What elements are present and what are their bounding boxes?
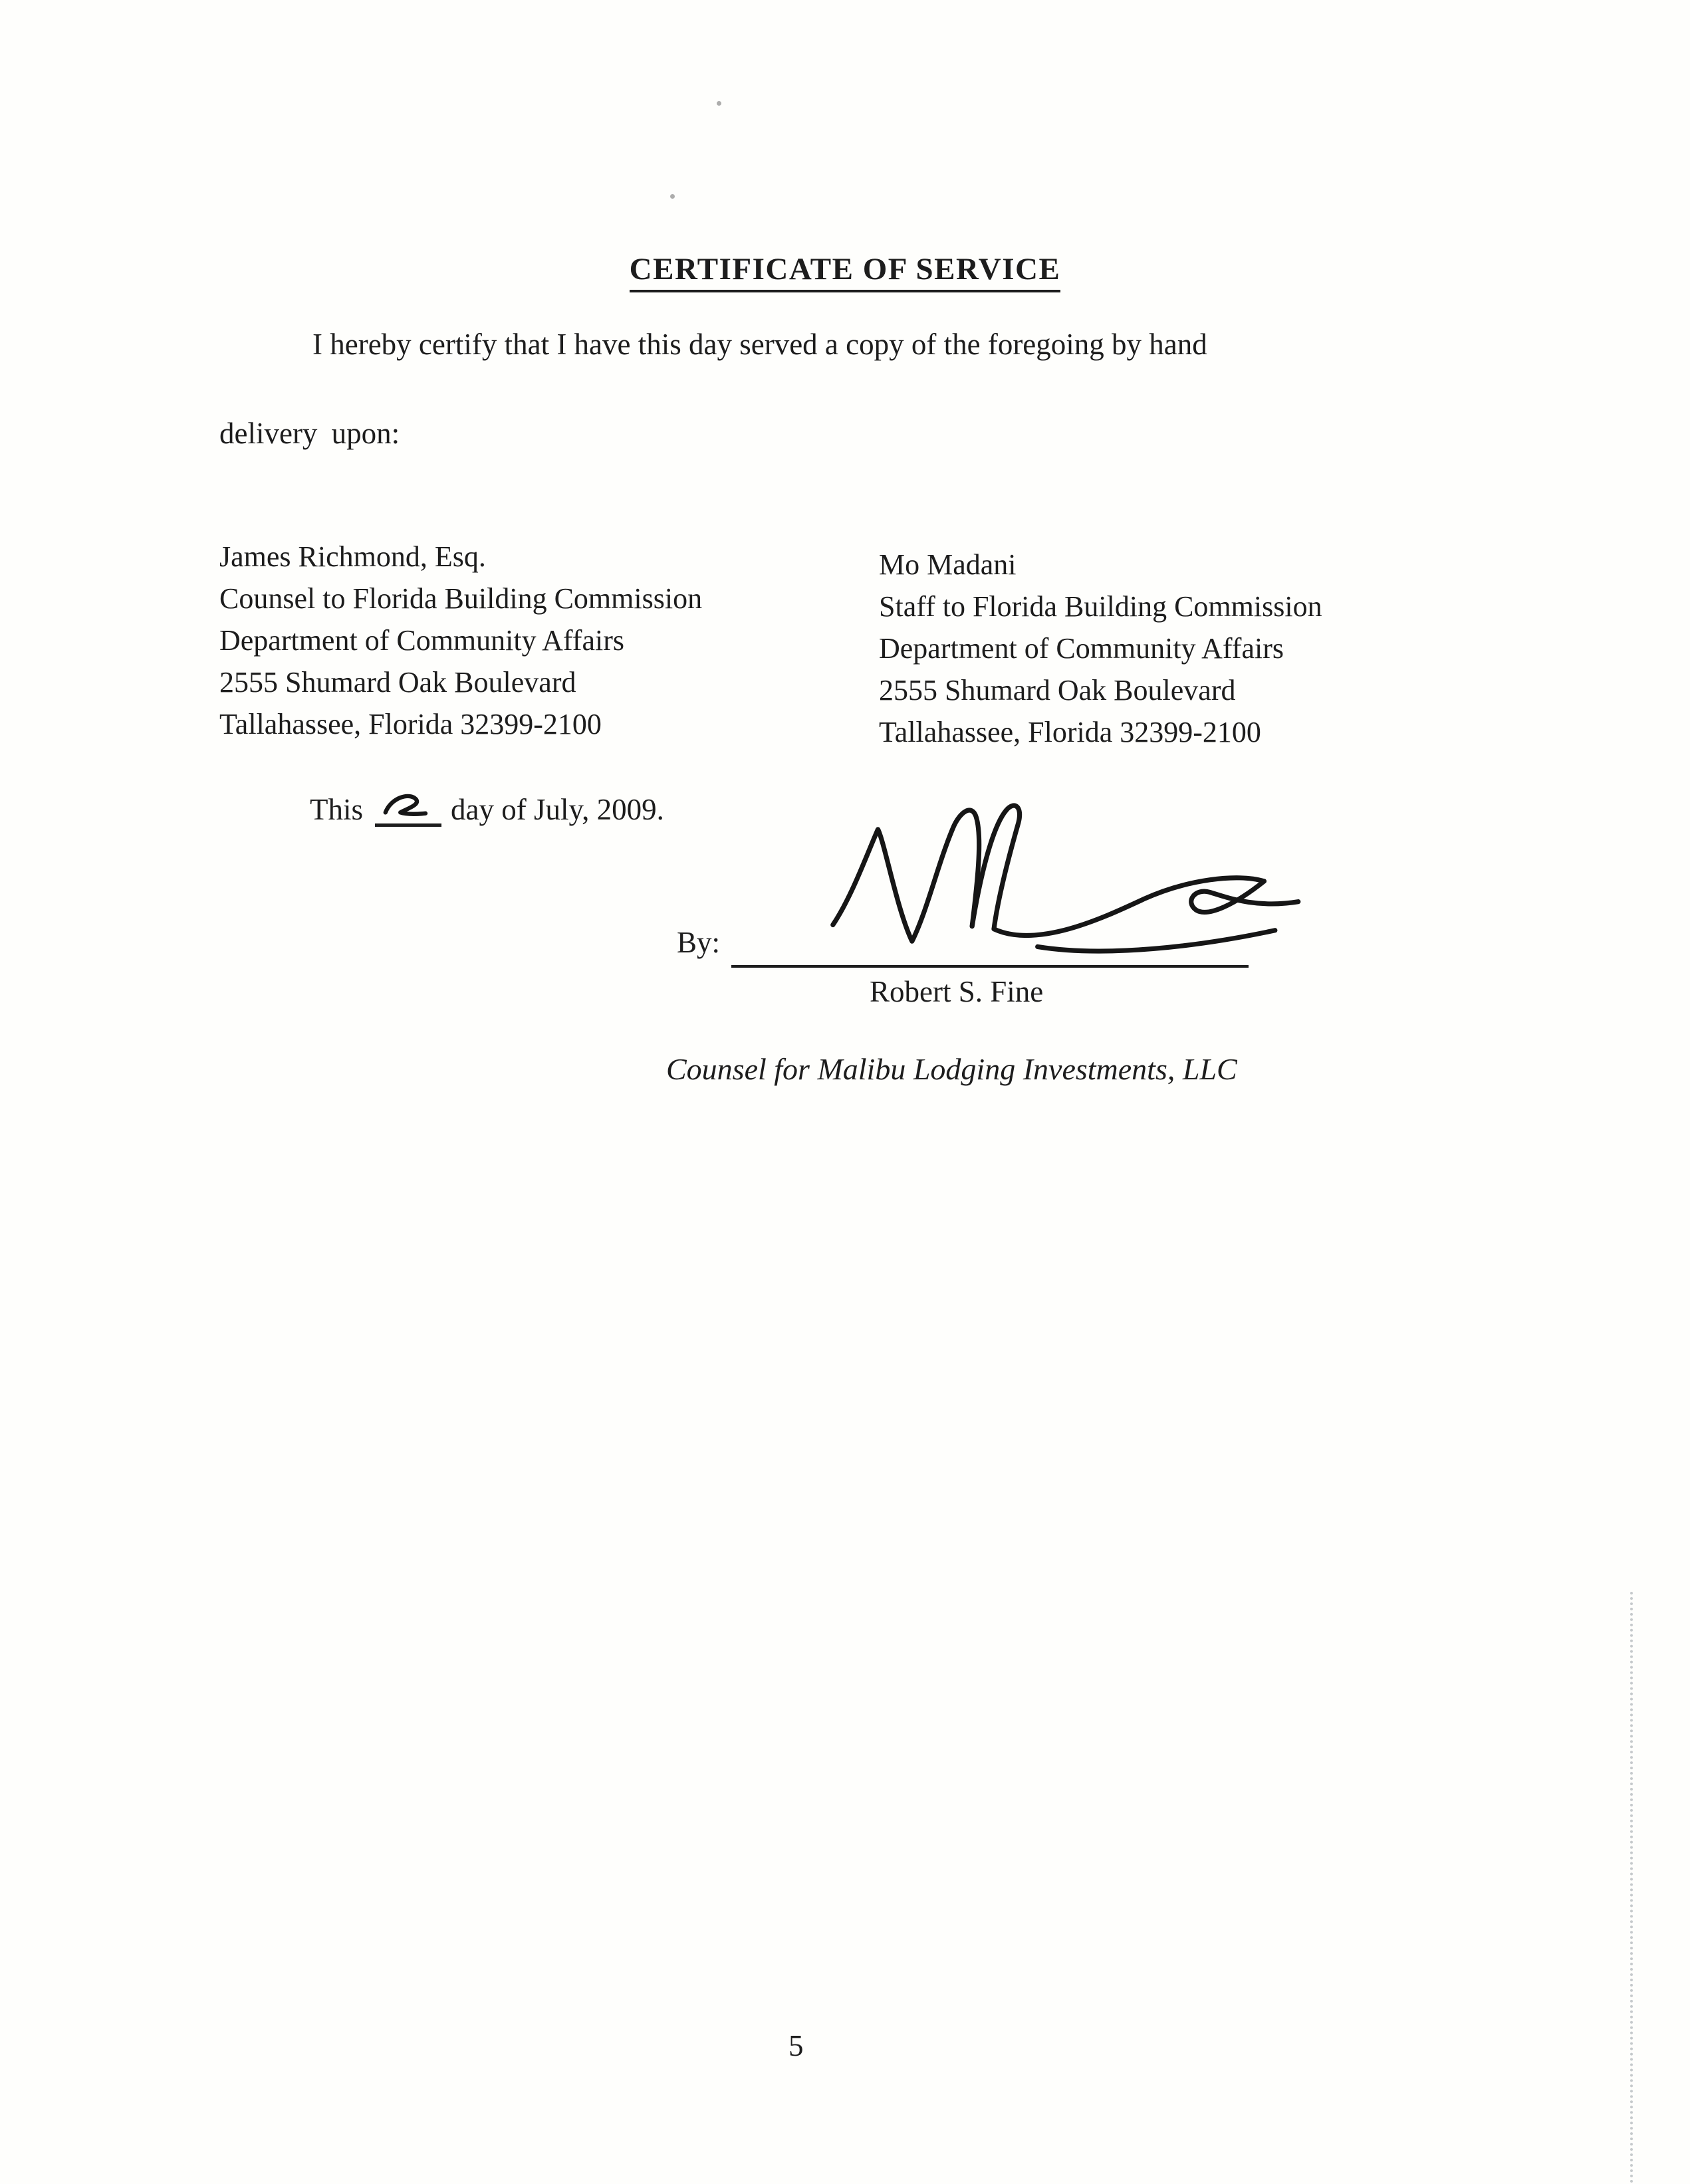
recipient-line: James Richmond, Esq. bbox=[219, 540, 486, 573]
handwritten-day-blank bbox=[375, 793, 441, 827]
recipient-line: 2555 Shumard Oak Boulevard bbox=[219, 666, 576, 699]
recipient-line: 2555 Shumard Oak Boulevard bbox=[879, 674, 1236, 707]
date-line bbox=[310, 792, 664, 827]
signer-name: Robert S. Fine bbox=[870, 975, 1044, 1008]
certify-paragraph-line-1: I hereby certify that I have this day served a copy of the foregoing by hand bbox=[312, 328, 1207, 361]
recipient-line: Tallahassee, Florida 32399-2100 bbox=[879, 716, 1261, 748]
page-number: 5 bbox=[788, 2029, 804, 2062]
recipient-line: Mo Madani bbox=[879, 548, 1017, 581]
recipient-block-mo-madani bbox=[879, 544, 1322, 753]
recipient-line: Department of Community Affairs bbox=[219, 624, 624, 657]
recipient-line: Tallahassee, Florida 32399-2100 bbox=[219, 708, 602, 740]
scan-speck bbox=[717, 101, 721, 106]
recipient-line: Department of Community Affairs bbox=[879, 632, 1284, 665]
date-line-prefix: This bbox=[310, 793, 364, 826]
certify-paragraph-line-2: delivery upon: bbox=[219, 417, 400, 450]
by-label: By: bbox=[677, 926, 721, 959]
scan-speck bbox=[670, 194, 675, 199]
signature-line bbox=[731, 933, 1249, 968]
recipient-block-james-richmond bbox=[219, 536, 702, 745]
date-line-suffix: day of July, 2009. bbox=[451, 793, 664, 826]
signer-title: Counsel for Malibu Lodging Investments, LLC bbox=[666, 1052, 1237, 1086]
handwritten-day-mark bbox=[379, 789, 435, 825]
scan-edge-artifact bbox=[1630, 1592, 1633, 2183]
document-title bbox=[0, 251, 1690, 287]
document-title-text: CERTIFICATE OF SERVICE bbox=[630, 252, 1061, 292]
recipient-line: Staff to Florida Building Commission bbox=[879, 590, 1322, 623]
recipient-line: Counsel to Florida Building Commission bbox=[219, 582, 703, 615]
